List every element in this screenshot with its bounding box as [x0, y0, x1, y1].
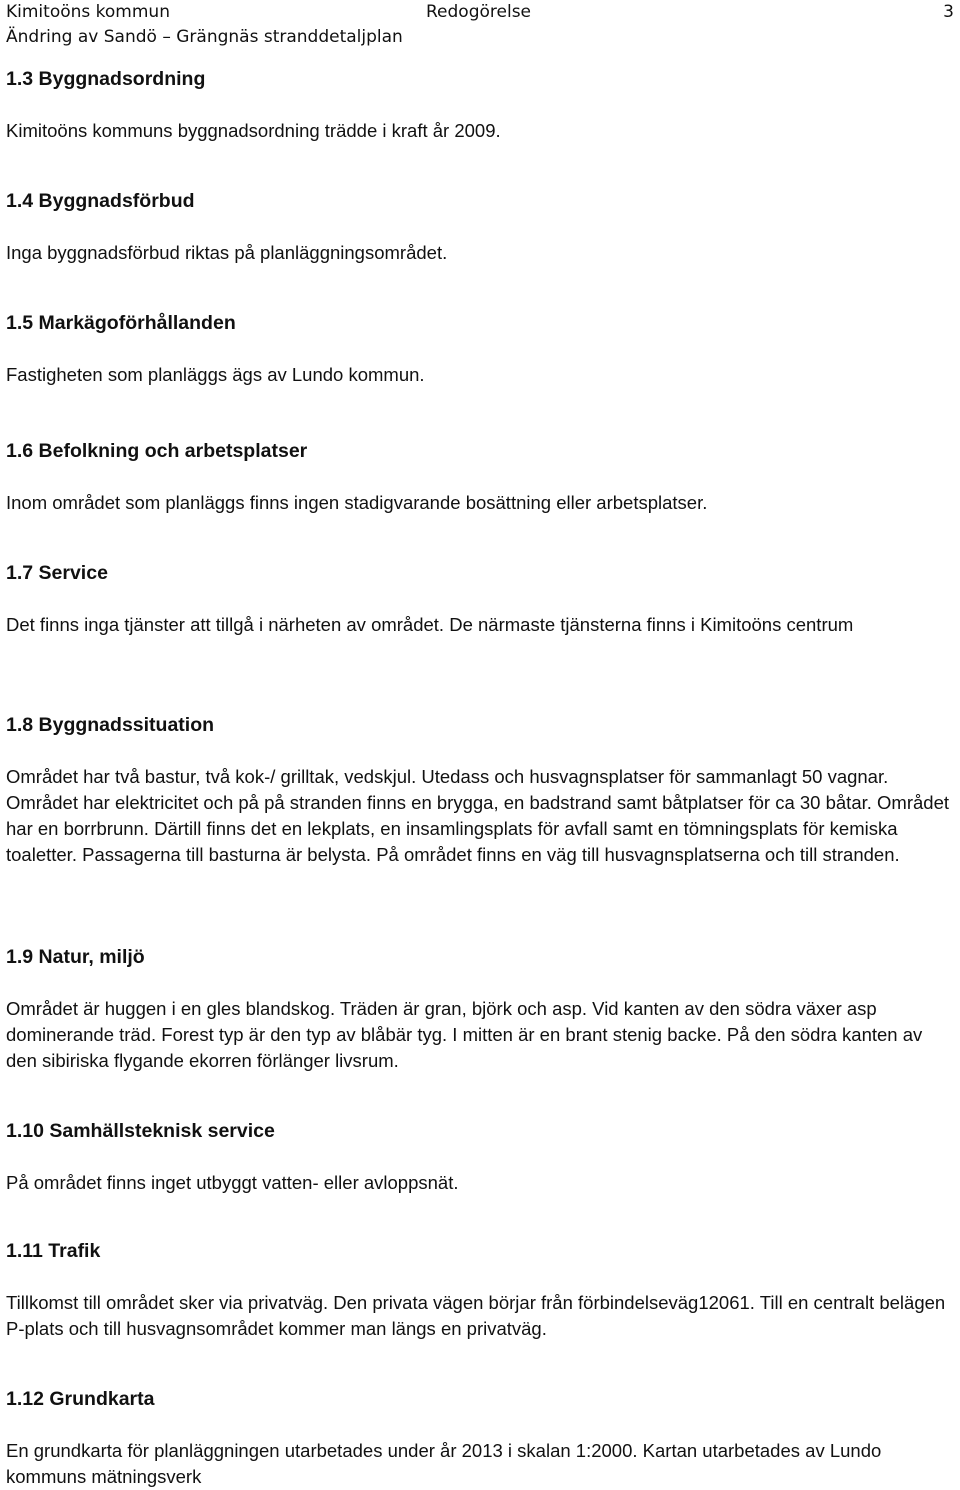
section-heading: 1.6 Befolkning och arbetsplatser	[6, 440, 308, 462]
section-heading: 1.11 Trafik	[6, 1240, 101, 1262]
section-byggnadsforbud	[6, 188, 956, 266]
page-number: 3	[943, 2, 954, 22]
section-text: Inga byggnadsförbud riktas på planläggningsområdet.	[6, 242, 448, 263]
section-markagoforhallanden	[6, 310, 956, 388]
section-text: Tillkomst till området sker via privatväg. Den privata vägen börjar från förbindelseväg12061. Till en centralt belägen P-plats och till husvagnsområdet kommer man längs en privatväg.	[6, 1292, 946, 1339]
section-heading: 1.12 Grundkarta	[6, 1388, 155, 1410]
section-text: Det finns inga tjänster att tillgå i närheten av området. De närmaste tjänsterna finns i Kimitoöns centrum	[6, 614, 854, 635]
section-byggnadsordning	[6, 66, 956, 144]
section-befolkning	[6, 438, 956, 516]
header-organization: Kimitoöns kommun	[6, 2, 170, 22]
section-heading: 1.7 Service	[6, 562, 108, 584]
section-text: På området finns inget utbyggt vatten- eller avloppsnät.	[6, 1172, 459, 1193]
page-header	[0, 0, 960, 52]
section-heading: 1.9 Natur, miljö	[6, 946, 145, 968]
section-text: Området är huggen i en gles blandskog. Träden är gran, björk och asp. Vid kanten av den södra växer asp dominerande träd. Forest typ är den typ av blåbär tyg. I mitten är en brant stenig backe. På den södra kanten av den sibiriska flygande ekorren förlänger livsrum.	[6, 998, 923, 1071]
section-text: Kimitoöns kommuns byggnadsordning trädde i kraft år 2009.	[6, 120, 501, 141]
section-text: Inom området som planläggs finns ingen stadigvarande bosättning eller arbetsplatser.	[6, 492, 708, 513]
section-byggnadssituation	[6, 712, 956, 868]
section-service	[6, 560, 956, 638]
section-heading: 1.3 Byggnadsordning	[6, 68, 206, 90]
section-heading: 1.5 Markägoförhållanden	[6, 312, 236, 334]
section-samhallsteknisk-service	[6, 1118, 956, 1196]
section-heading: 1.8 Byggnadssituation	[6, 714, 215, 736]
section-text: Fastigheten som planläggs ägs av Lundo kommun.	[6, 364, 425, 385]
section-heading: 1.4 Byggnadsförbud	[6, 190, 195, 212]
section-text: En grundkarta för planläggningen utarbetades under år 2013 i skalan 1:2000. Kartan utarbetades av Lundo kommuns mätningsverk	[6, 1440, 882, 1487]
section-text: Området har två bastur, två kok-/ grilltak, vedskjul. Utedass och husvagnsplatser för sammanlagt 50 vagnar. Området har elektricitet och på på stranden finns en brygga, en badstrand samt båtplatser för ca 30 båtar. Området har en borrbrunn. Därtill finns det en lekplats, en insamlingsplats för avfall samt en tömningsplats för kemiska toaletter. Passagerna till basturna är belysta. På området finns en väg till husvagnsplatserna och till stranden.	[6, 766, 949, 865]
header-document-type: Redogörelse	[426, 2, 532, 22]
header-plan-title: Ändring av Sandö – Grängnäs stranddetaljplan	[6, 27, 403, 47]
section-trafik	[6, 1238, 956, 1342]
section-natur-miljo	[6, 944, 956, 1074]
section-grundkarta	[6, 1386, 956, 1490]
section-heading: 1.10 Samhällsteknisk service	[6, 1120, 275, 1142]
